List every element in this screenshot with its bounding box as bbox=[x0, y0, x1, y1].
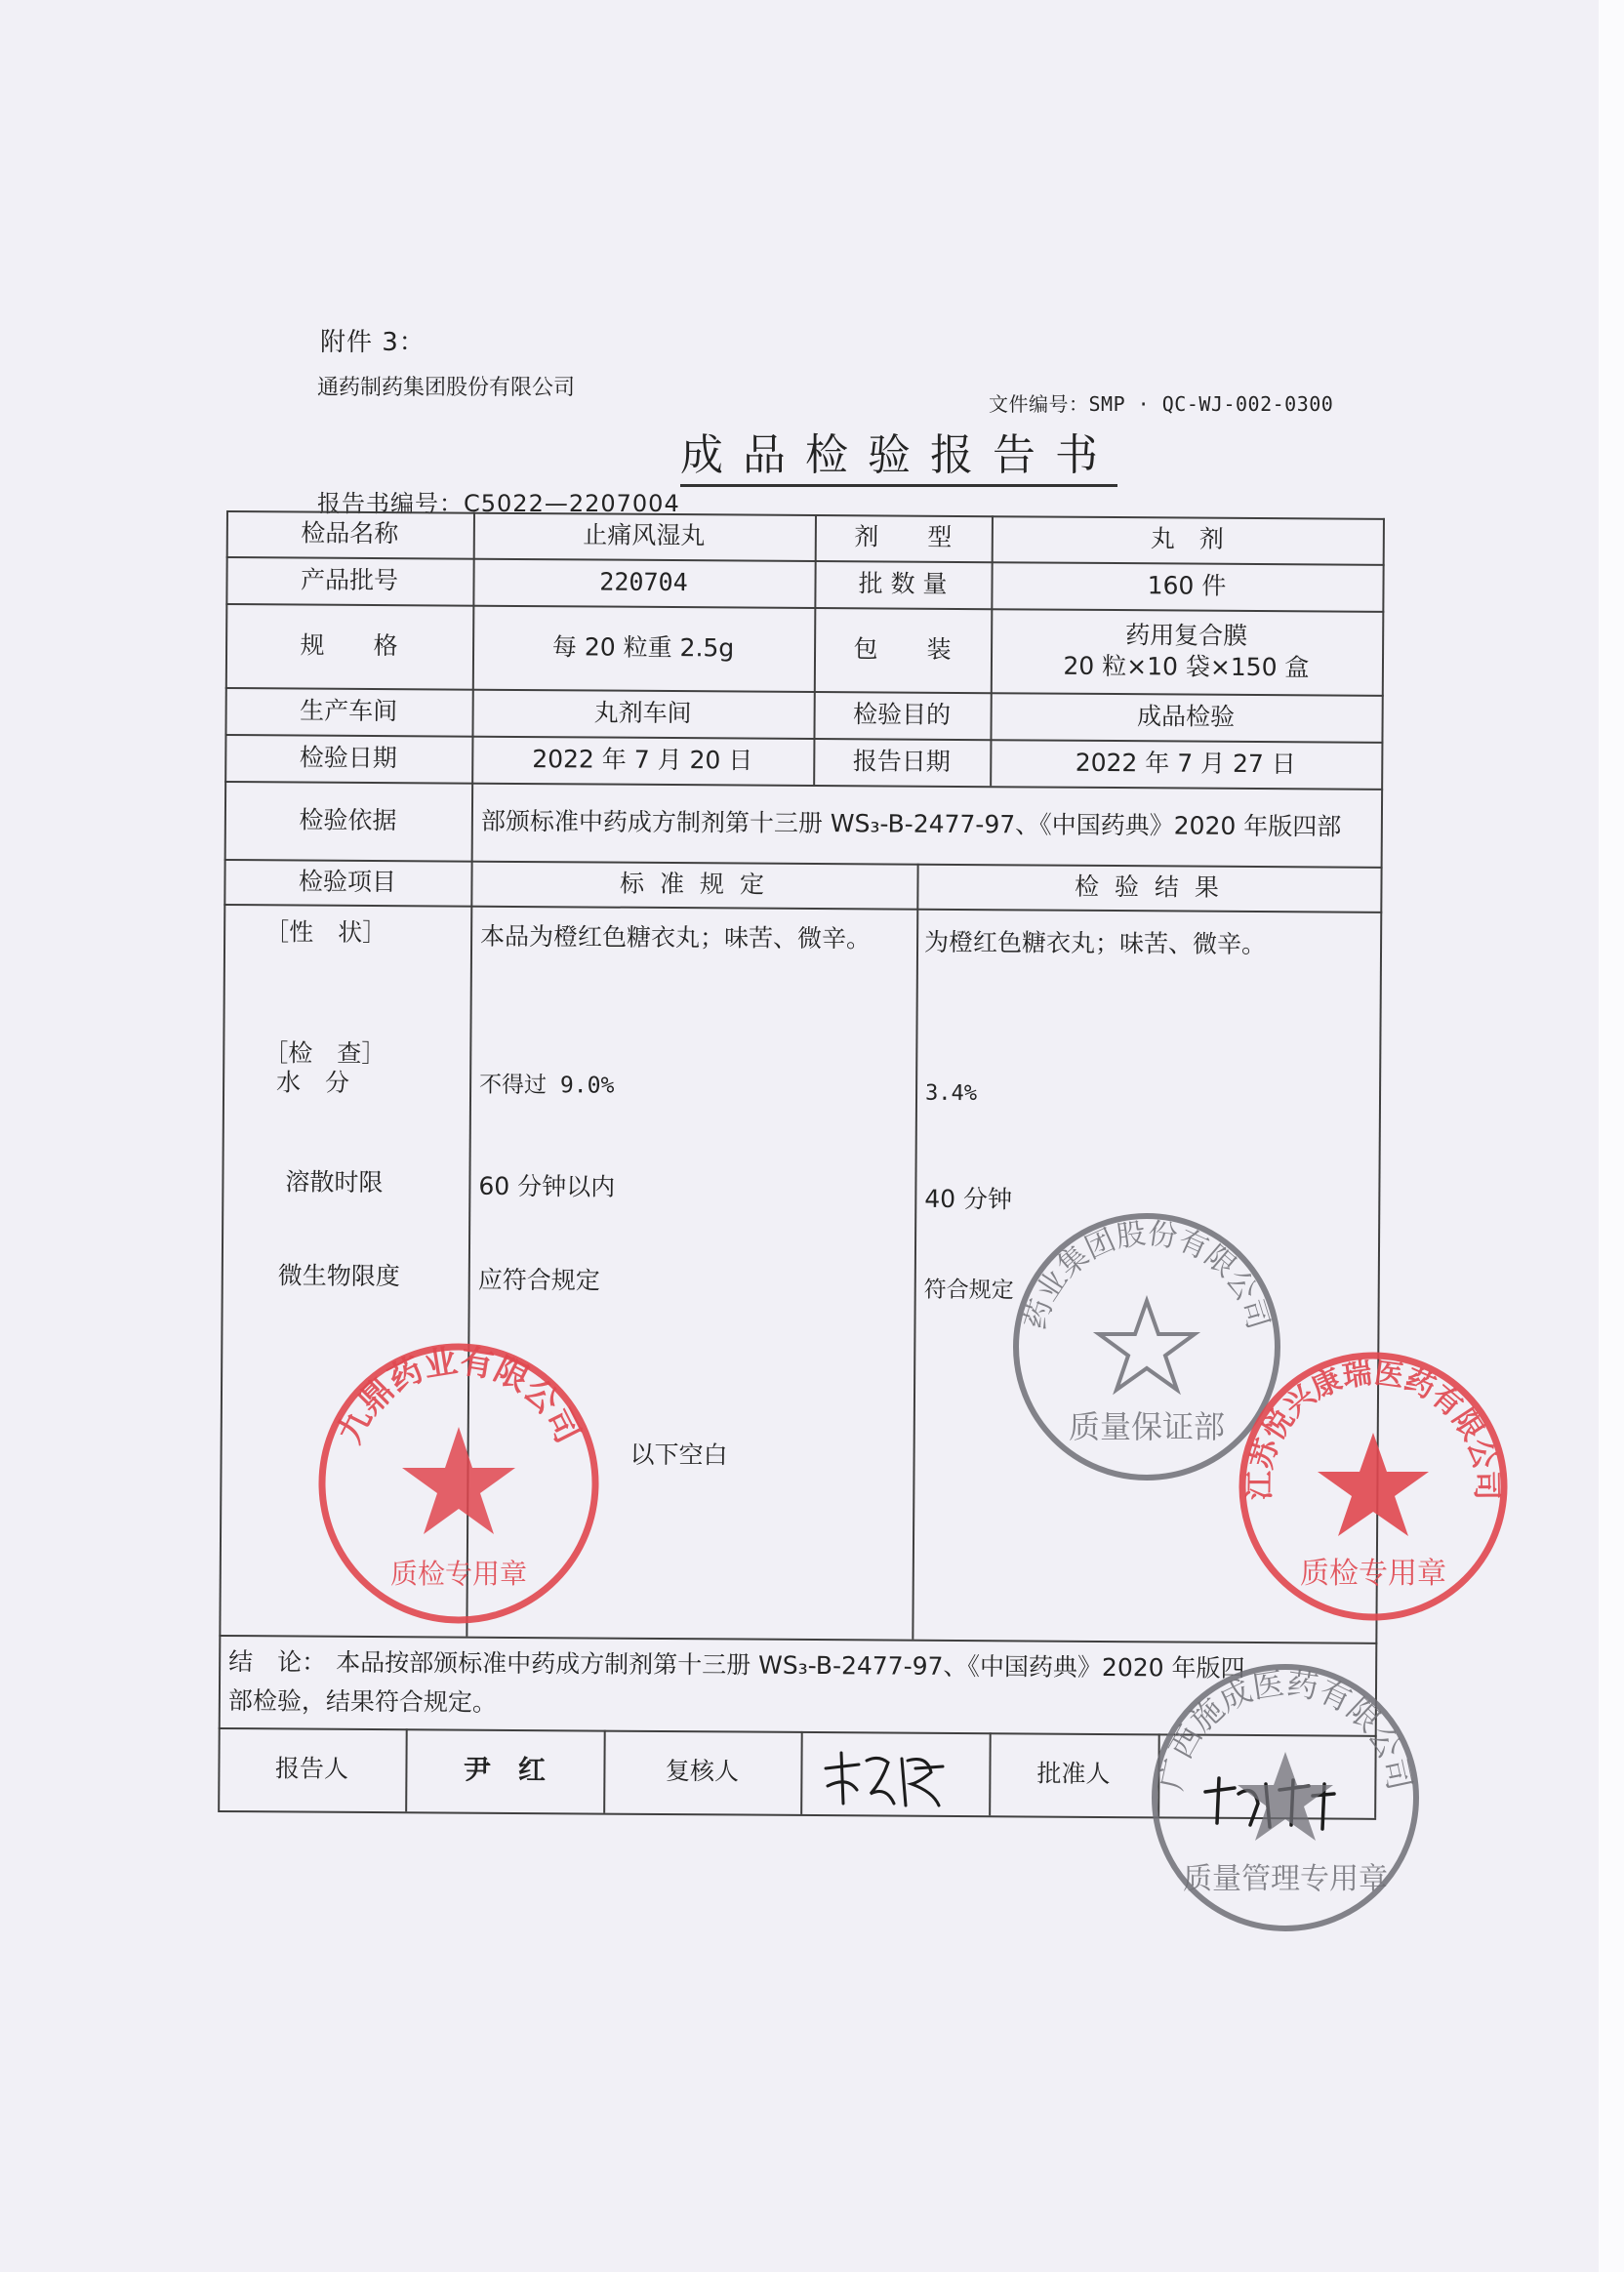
reporter-name: 尹 红 bbox=[463, 1753, 547, 1787]
dosage-form: 丸 剂 bbox=[1150, 524, 1224, 554]
spec: 每 20 粒重 2.5g bbox=[551, 631, 735, 663]
microbial-label: 微生物限度 bbox=[277, 1261, 400, 1291]
stamp-bottom-top-text: 广西施成医药有限公司 bbox=[1152, 1664, 1419, 1794]
conclusion-text-1: 本品按部颁标准中药成方制剂第十三册 WS₃-B-2477-97、《中国药典》2020 年版四 bbox=[336, 1647, 1245, 1683]
test-date: 2022 年 7 月 20 日 bbox=[532, 744, 753, 775]
properties-standard: 本品为橙红色糖衣丸；味苦、微辛。 bbox=[480, 921, 872, 953]
conclusion-text-2: 部检验，结果符合规定。 bbox=[227, 1686, 498, 1717]
page-title: 成品检验报告书 bbox=[680, 420, 1117, 487]
attachment-label: 附件 3： bbox=[320, 328, 426, 357]
stamp-left-top-text: 九鼎药业有限公司 bbox=[330, 1341, 588, 1450]
workshop-label: 生产车间 bbox=[300, 696, 398, 725]
product-name: 止痛风湿丸 bbox=[583, 520, 706, 550]
microbial-standard: 应符合规定 bbox=[477, 1265, 600, 1295]
approver-label: 批准人 bbox=[1036, 1759, 1111, 1789]
batch-qty-label: 批 数 量 bbox=[858, 569, 948, 598]
svg-text:药业集团股份有限公司 bbox=[1018, 1217, 1275, 1334]
stamp-right-top-text: 江苏悦兴康瑞医药有限公司 bbox=[1242, 1356, 1504, 1501]
reviewer-signature bbox=[818, 1747, 954, 1819]
purpose-label: 检验目的 bbox=[853, 700, 952, 729]
disintegration-standard: 60 分钟以内 bbox=[478, 1171, 616, 1201]
batch-no-label: 产品批号 bbox=[300, 565, 399, 594]
test-date-label: 检验日期 bbox=[299, 743, 397, 772]
blank-note: 以下空白 bbox=[629, 1440, 728, 1470]
basis: 部颁标准中药成方制剂第十三册 WS₃-B-2477-97、《中国药典》2020 年版四部 bbox=[480, 806, 1342, 841]
package-line-2: 20 粒×10 袋×150 盒 bbox=[1063, 651, 1310, 682]
moisture-standard: 不得过 9.0% bbox=[479, 1072, 615, 1099]
stamp-left-bottom-text: 质检专用章 bbox=[389, 1558, 528, 1590]
col-result-header: 检 验 结 果 bbox=[1074, 872, 1223, 902]
col-standard-header: 标 准 规 定 bbox=[619, 869, 768, 899]
moisture-label: 水 分 bbox=[276, 1068, 350, 1097]
reviewer-label: 复核人 bbox=[665, 1757, 740, 1786]
stamp-bottom-bottom-text: 质量管理专用章 bbox=[1183, 1862, 1388, 1896]
properties-label: ［性 状］ bbox=[264, 917, 387, 948]
stamp-gray-bottom-text: 质量保证部 bbox=[1068, 1408, 1226, 1445]
rule bbox=[912, 864, 918, 1640]
reporter-label: 报告人 bbox=[274, 1754, 349, 1784]
purpose: 成品检验 bbox=[1137, 701, 1236, 731]
moisture-result: 3.4% bbox=[924, 1080, 978, 1107]
package-line-1: 药用复合膜 bbox=[1125, 620, 1248, 650]
spec-label: 规 格 bbox=[300, 630, 398, 660]
stamp-right-bottom-text: 质检专用章 bbox=[1300, 1557, 1446, 1591]
properties-result: 为橙红色糖衣丸；味苦、微辛。 bbox=[923, 927, 1267, 959]
report-number: 报告书编号：C5022—2207004 bbox=[317, 490, 680, 517]
package-cell bbox=[991, 608, 1383, 695]
microbial-result: 符合规定 bbox=[923, 1277, 1014, 1304]
package-label: 包 装 bbox=[853, 634, 952, 664]
company-name: 通药制药集团股份有限公司 bbox=[317, 376, 576, 400]
product-name-label: 检品名称 bbox=[301, 518, 399, 548]
conclusion-label: 结 论： bbox=[228, 1647, 327, 1677]
batch-qty: 160 件 bbox=[1147, 571, 1227, 600]
batch-no: 220704 bbox=[599, 567, 688, 596]
stamp-bottom-quality-management bbox=[1144, 1656, 1427, 1939]
stamp-left-quality bbox=[312, 1337, 605, 1630]
check-label: ［检 查］ bbox=[264, 1038, 386, 1069]
workshop: 丸剂车间 bbox=[593, 698, 692, 727]
stamp-gray-top-text: 药业集团股份有限公司 bbox=[1018, 1216, 1276, 1334]
disintegration-label: 溶散时限 bbox=[285, 1167, 384, 1197]
scan-edge bbox=[1599, 0, 1624, 2272]
basis-label: 检验依据 bbox=[299, 805, 397, 834]
report-date: 2022 年 7 月 27 日 bbox=[1075, 748, 1296, 779]
dosage-form-label: 剂 型 bbox=[854, 522, 953, 552]
col-item-header: 检验项目 bbox=[298, 867, 397, 896]
report-date-label: 报告日期 bbox=[852, 747, 951, 776]
stamp-right-quality bbox=[1232, 1345, 1515, 1628]
document-number: 文件编号：SMP · QC-WJ-002-0300 bbox=[989, 392, 1334, 416]
disintegration-result: 40 分钟 bbox=[924, 1184, 1013, 1214]
